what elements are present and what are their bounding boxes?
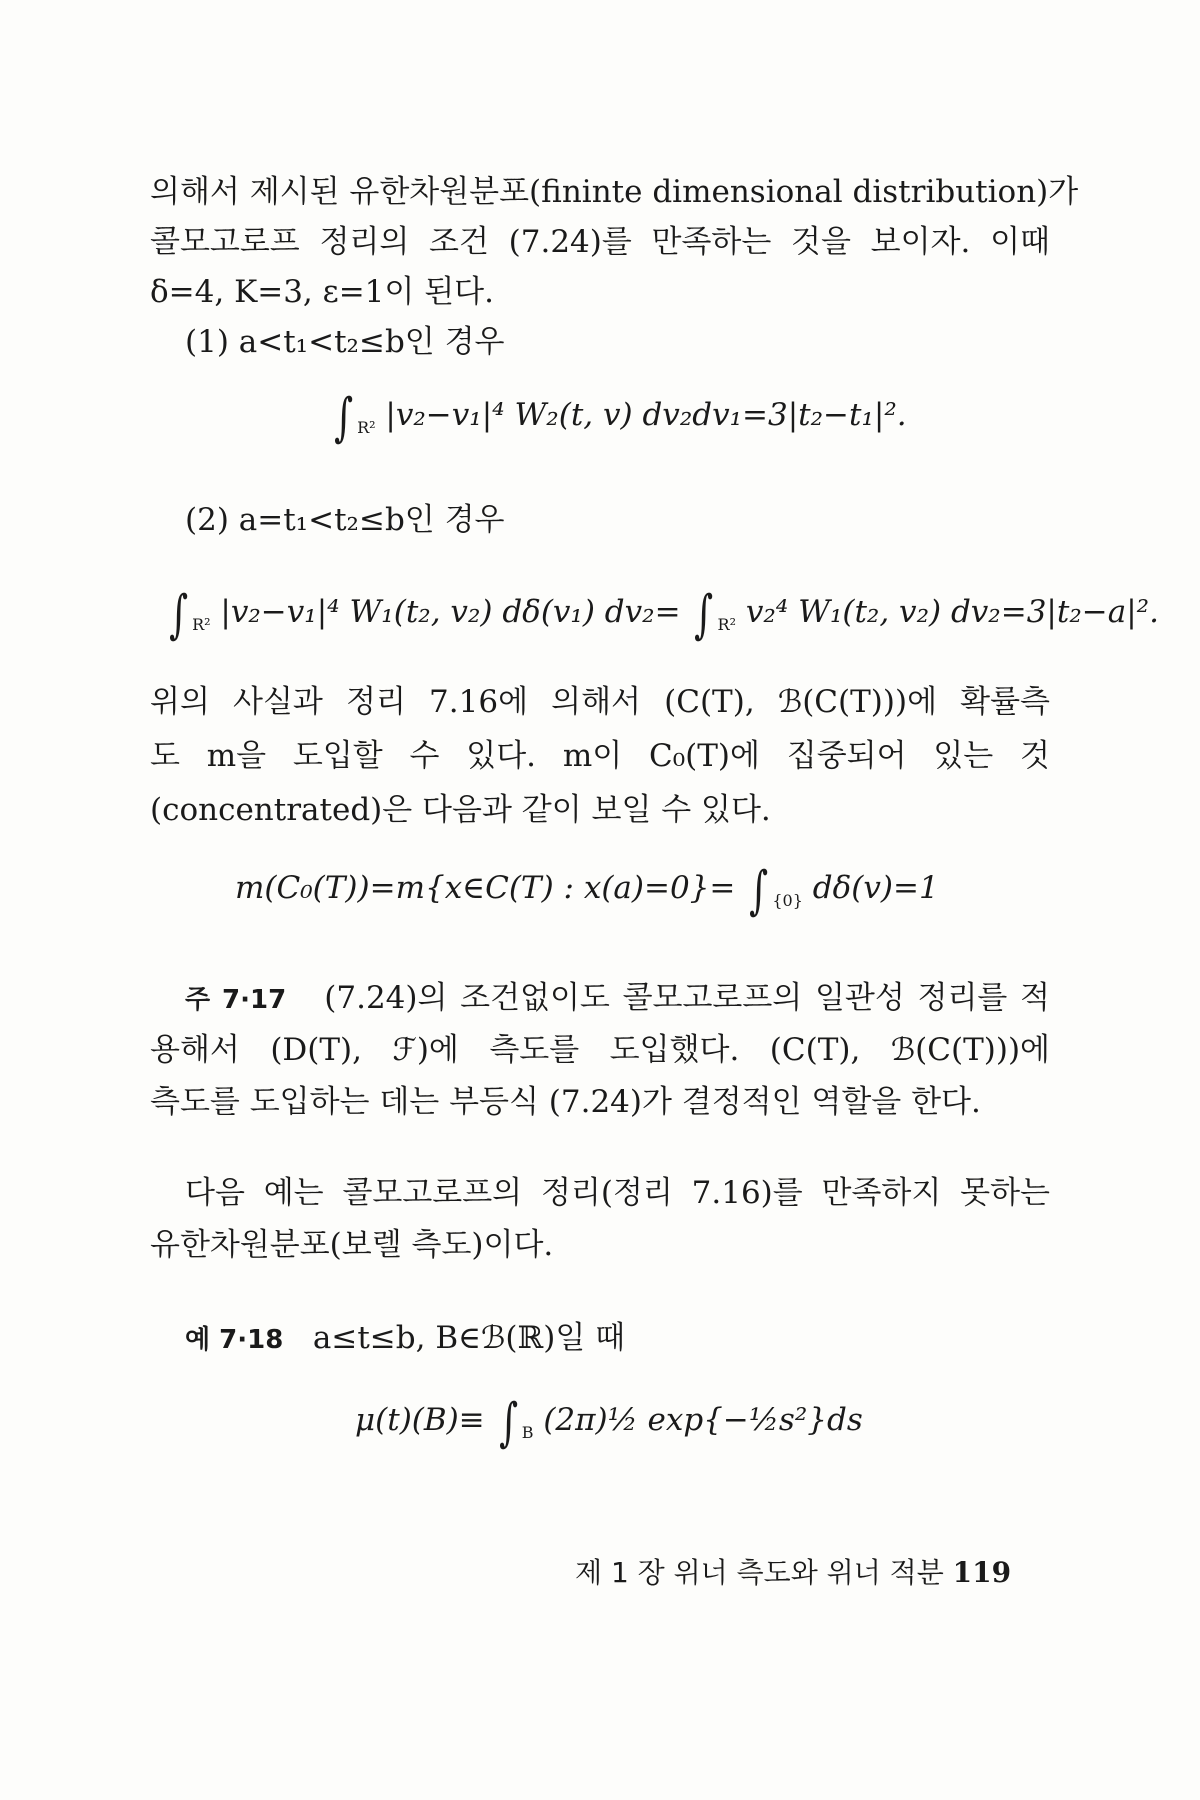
integral-sign: ∫ xyxy=(169,585,189,645)
equation-3-body-1: m(C₀(T))=m{x∈C(T) : x(a)=0}= xyxy=(235,870,736,906)
example-label: 예 7·18 xyxy=(185,1325,284,1355)
note-line-3: 측도를 도입하는 데는 부등식 (7.24)가 결정적인 역할을 한다. xyxy=(150,1084,981,1120)
integral-domain: R² xyxy=(192,615,211,634)
paragraph-3-line-2: 유한차원분포(보렐 측도)이다. xyxy=(150,1227,554,1263)
note-line-2: 용해서 (D(T), ℱ)에 측도를 도입했다. (C(T), ℬ(C(T)))에 xyxy=(150,1032,1050,1068)
equation-2-body-1: |v₂−v₁|⁴ W₁(t₂, v₂) dδ(v₁) dv₂= xyxy=(220,594,681,630)
page-number: 119 xyxy=(952,1556,1012,1589)
example-heading xyxy=(185,1318,625,1360)
paragraph-2-line-1: 위의 사실과 정리 7.16에 의해서 (C(T), ℬ(C(T)))에 확률측 xyxy=(150,684,1050,720)
page-footer xyxy=(575,1555,1011,1591)
equation-4-body-1: μ(t)(B)≡ xyxy=(355,1402,485,1438)
integral-sign: ∫ xyxy=(498,1393,518,1453)
integral-domain: B xyxy=(521,1423,534,1442)
integral-sign: ∫ xyxy=(749,861,769,921)
equation-4-body-2: (2π)½ exp{−½s²}ds xyxy=(543,1402,863,1438)
example-text: a≤t≤b, B∈ℬ(ℝ)일 때 xyxy=(312,1320,626,1356)
note-line-1-text: (7.24)의 조건없이도 콜모고로프의 일관성 정리를 적 xyxy=(324,980,1050,1016)
equation-1 xyxy=(330,388,907,448)
equation-4 xyxy=(355,1393,863,1453)
equation-3-body-2: dδ(v)=1 xyxy=(812,870,939,906)
paragraph-1-line-2: 콜모고로프 정리의 조건 (7.24)를 만족하는 것을 보이자. 이때 xyxy=(150,224,1050,260)
equation-2 xyxy=(165,585,1159,645)
case-1-heading: (1) a<t₁<t₂≤b인 경우 xyxy=(185,324,505,360)
note-label: 주 7·17 xyxy=(185,985,287,1015)
note-line-1 xyxy=(185,978,1050,1020)
integral-domain: R² xyxy=(717,615,736,634)
paragraph-1-line-1: 의해서 제시된 유한차원분포(fininte dimensional distribution)가 xyxy=(150,174,1079,210)
integral-sign: ∫ xyxy=(694,585,714,645)
integral-domain: {0} xyxy=(772,891,803,910)
paragraph-1-line-3: δ=4, K=3, ε=1이 된다. xyxy=(150,274,494,310)
case-2-heading: (2) a=t₁<t₂≤b인 경우 xyxy=(185,502,505,538)
equation-3 xyxy=(235,861,939,921)
integral-domain: R² xyxy=(357,418,376,437)
paragraph-3-line-1: 다음 예는 콜모고로프의 정리(정리 7.16)를 만족하지 못하는 xyxy=(185,1175,1050,1211)
paragraph-2-line-3: (concentrated)은 다음과 같이 보일 수 있다. xyxy=(150,792,771,828)
paragraph-2-line-2: 도 m을 도입할 수 있다. m이 C₀(T)에 집중되어 있는 것 xyxy=(150,738,1050,774)
integral-sign: ∫ xyxy=(334,388,354,448)
equation-1-body: |v₂−v₁|⁴ W₂(t, v) dv₂dv₁=3|t₂−t₁|². xyxy=(385,397,907,433)
chapter-title: 제 1 장 위너 측도와 위너 적분 xyxy=(575,1556,944,1589)
equation-2-body-2: v₂⁴ W₁(t₂, v₂) dv₂=3|t₂−a|². xyxy=(745,594,1159,630)
